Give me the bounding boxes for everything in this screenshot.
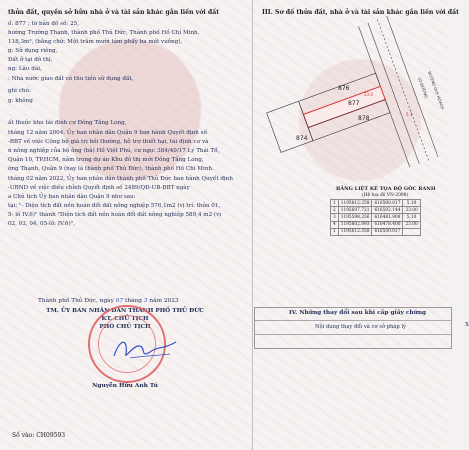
section-4-title: IV. Những thay đổi sau khi cấp giấy chứng <box>289 310 427 316</box>
coord-table-cell: 1195602.993 <box>338 221 372 228</box>
coord-table-cell: 1195607.721 <box>338 207 372 214</box>
note-line: -BBT về việc Công bố giá trị bồi thường, hỗ trợ thiết hại, tái định cư và <box>8 139 209 145</box>
signer-role-2: PHÓ CHỦ TỊCH <box>99 324 151 330</box>
note-line: a Chủ tịch Ủy ban nhân dân Quận 9 như sau: <box>8 194 136 200</box>
note-line: ờng Thạnh, Quận 9 (nay là thành phố Thủ Đức), thành phố Hồ Chí Minh. <box>8 166 214 172</box>
note-line: tháng 02 năm 2022, Ủy ban nhân dân thành phố Thủ Đức ban hành Quyết định <box>8 176 233 182</box>
coord-table-cell: 616481.908 <box>372 214 403 221</box>
coord-table-cell: 616500.017 <box>372 228 403 235</box>
coord-table-cell: 2 <box>331 207 339 214</box>
date-prefix: Thành phố Thủ Đức, ngày <box>38 298 114 304</box>
coord-table-cell: 3 <box>331 214 339 221</box>
coord-table-cell: 616502.144 <box>372 207 403 214</box>
land-purpose: Đất ở tại đô thị, <box>8 57 53 63</box>
changes-empty-row <box>255 334 451 348</box>
map-label-parcel-top: 876 <box>338 85 350 92</box>
note-line: -UBND về việc điều chỉnh Quyết định số 2489/QĐ-UB-BBT ngày <box>8 185 190 191</box>
coord-table-row <box>331 228 421 235</box>
coord-table-cell: 5.10 <box>403 200 420 207</box>
parcel-map <box>268 32 444 182</box>
parcel-address: hường Trường Thạnh, thành phố Thủ Đức, Thành phố Hồ Chí Minh, <box>8 30 200 36</box>
coord-table-cell <box>403 228 420 235</box>
coord-table-cell: 1195612.358 <box>338 228 372 235</box>
map-sheet-number: ; tờ bản đồ số: 25, <box>28 21 79 27</box>
coord-table-row <box>331 214 421 221</box>
coord-table-row <box>331 207 421 214</box>
map-dim-side: 5.1 <box>406 112 413 117</box>
coord-table-cell: 5.10 <box>403 214 420 221</box>
changes-column-content: Nội dung thay đổi và cơ sở pháp lý <box>315 324 406 330</box>
coord-table-cell: 4 <box>331 221 339 228</box>
map-road-label-2: ĐƯỜNG QUY HOẠCH <box>427 70 446 110</box>
note-line: g: không <box>8 98 33 104</box>
issue-date <box>38 298 179 305</box>
coord-table-row <box>331 221 421 228</box>
notes-label: ghi chú: <box>8 88 31 94</box>
coord-table-cell: 616478.400 <box>372 221 403 228</box>
serial-number: Số vào: CH09593 <box>12 432 66 439</box>
date-year: năm 2023 <box>149 298 179 304</box>
map-dim-top: 23.0 <box>364 92 373 97</box>
note-line: tại: "- Diện tích đất nền hoán đổi đất nông nghiệp 576,1m2 (vị trí: thửa 01, <box>8 203 221 209</box>
parcel-area: 118,3m², (bằng chữ: Một trăm mười tám phẩy ba mét vuông), <box>8 39 183 45</box>
signer-role-1: KT. CHỦ TỊCH <box>101 316 149 322</box>
map-road-label: LÔ ĐƯỜNG <box>417 76 430 99</box>
usage-form: g: Sử dụng riêng, <box>8 48 58 54</box>
note-line: Quận 10, TP.HCM, nằm trong dự án Khu đô thị mới Đông Tăng Long, <box>8 157 204 163</box>
note-line: 5- lô IV.6)" thành "Diện tích đất nền hoán đổi đất nông nghiệp 589,4 m2 (vị <box>8 212 222 218</box>
changes-column-x: X <box>465 322 469 328</box>
date-month: 3 <box>143 298 148 304</box>
coord-table-cell: 23.00 <box>403 207 420 214</box>
signer-name: Nguyễn Hữu Anh Tú <box>92 383 158 389</box>
note-line: ất thuộc khu tái định cư Đông Tăng Long, <box>8 120 127 126</box>
date-month-word: tháng <box>124 298 142 304</box>
section-title-left: thửa đất, quyền sở hữu nhà ở và tài sản khác gắn liền với đất <box>8 9 220 16</box>
coordinate-table <box>330 199 421 236</box>
parcel-number: ố: 877 <box>8 21 26 27</box>
handwritten-signature <box>110 334 180 364</box>
coord-table-title: BẢNG LIỆT KÊ TỌA ĐỘ GÓC RANH <box>336 186 436 192</box>
usage-origin: : Nhà nước giao đất có thu tiền sử dụng đất, <box>8 76 134 82</box>
coord-table-cell: 1 <box>331 200 339 207</box>
page-divider <box>252 0 253 450</box>
coord-table-subtitle: (Hệ tọa độ VN-2000) <box>362 193 409 198</box>
changes-header-row <box>255 320 451 334</box>
date-day: 07 <box>115 298 124 304</box>
coord-table-cell: 1 <box>331 228 339 235</box>
map-label-parcel-left: 874 <box>296 135 308 142</box>
note-line: tháng 12 năm 2004, Ủy ban nhân dân Quận 9 ban hành Quyết định số <box>8 130 207 136</box>
coord-table-cell: 1195598.356 <box>338 214 372 221</box>
changes-table <box>254 307 469 349</box>
coord-table-cell: 23.00 <box>403 221 420 228</box>
coord-table-row <box>331 200 421 207</box>
map-label-parcel-main: 877 <box>348 100 360 107</box>
map-label-parcel-bottom: 878 <box>358 115 370 122</box>
note-line: 02, 03, 04, 05-lô: IV.6)". <box>8 221 75 227</box>
note-line: n nông nghiệp của hộ ông (bà) Hồ Việt Phú, cư ngụ: 384/40/17 Lý Thái Tổ, <box>8 148 220 154</box>
issuing-authority: TM. ỦY BAN NHÂN DÂN THÀNH PHỐ THỦ ĐỨC <box>46 308 204 314</box>
coord-table-cell: 1195612.358 <box>338 200 372 207</box>
usage-term: ng: Lâu dài, <box>8 66 42 72</box>
section-3-title: III. Sơ đồ thửa đất, nhà ở và tài sản khác gắn liền với đất <box>262 9 460 16</box>
coord-table-cell: 616500.017 <box>372 200 403 207</box>
